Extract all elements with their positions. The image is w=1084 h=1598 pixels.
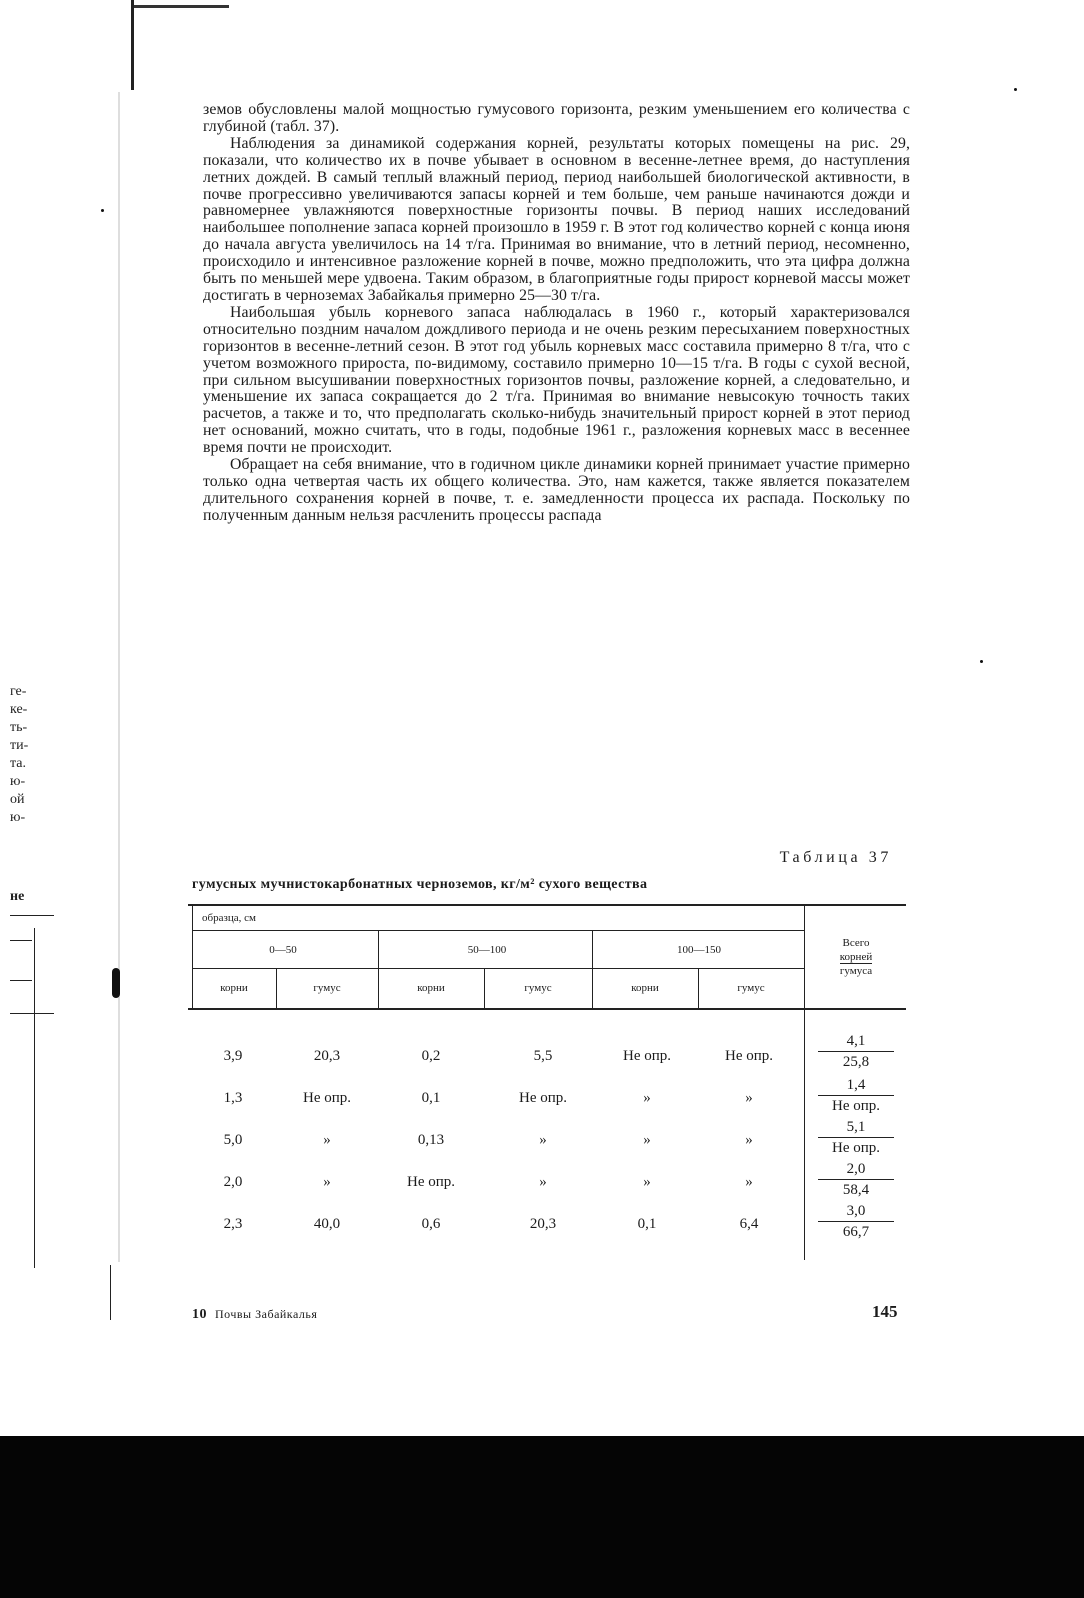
table-cell: 0,6	[421, 1216, 441, 1232]
signature-number: 10	[192, 1307, 207, 1322]
table-cell: 5,0	[223, 1132, 243, 1148]
total-humus: 25,8	[842, 1054, 870, 1070]
speck	[980, 660, 983, 663]
table-cell: »	[745, 1132, 753, 1148]
signature-mark	[192, 1307, 317, 1323]
col-header-humus: гумус	[737, 982, 765, 994]
binding-edge-tick	[134, 5, 229, 8]
total-header	[818, 936, 894, 978]
paragraph: земов обусловлены малой мощностью гумусового горизонта, резким уменьшением его количества с глубиной (табл. 37).	[203, 101, 910, 135]
table-cell: Не опр.	[518, 1090, 568, 1106]
gutter-shadow	[118, 92, 120, 1262]
table-cell: 40,0	[313, 1216, 341, 1232]
left-page-rule-3	[10, 980, 32, 981]
left-margin-fragment: ке-	[10, 702, 28, 717]
table-cell: »	[643, 1090, 651, 1106]
table-cell: »	[643, 1174, 651, 1190]
depth-range-header: 0—50	[269, 944, 297, 956]
total-humus: 58,4	[842, 1182, 870, 1198]
table-col-rule	[804, 1010, 805, 1260]
table-cell: 20,3	[313, 1048, 341, 1064]
total-roots: 4,1	[818, 1032, 894, 1052]
table-cell: Не опр.	[406, 1174, 456, 1190]
table-cell: 0,1	[421, 1090, 441, 1106]
table-cell: 0,1	[637, 1216, 657, 1232]
table-cell: 6,4	[739, 1216, 759, 1232]
total-fraction	[818, 1076, 894, 1115]
body-text	[203, 102, 910, 525]
paragraph: Наблюдения за динамикой содержания корней, результаты которых помещены на рис. 29, показали, что количество их в почве убывает в основном в весенне-летнее время, до наступления летних дождей. В самый теплый влажный период, период наибольшей биологической активности, в почве прогрессивно увеличиваются запасы корней и тем больше, чем раньше начинаются дожди и равномернее увлажняются поверхностные горизонты почвы. В период наших исследований наибольшее пополнение запаса корней произошло в 1959 г. В этот год количество корней с конца июня до начала августа увеличилось на 14 т/га. Принимая во внимание, что в летний период, несомненно, происходило и интенсивное разложение корней в почве, можно предположить, что эта цифра должна быть по меньшей мере удвоена. Таким образом, в благоприятные годы прирост корневой массы может достигать в черноземах Забайкалья примерно 25—30 т/га.	[203, 134, 910, 304]
table-col-rule	[592, 930, 593, 1008]
col-header-humus: гумус	[313, 982, 341, 994]
total-fraction	[818, 1032, 894, 1071]
left-margin-fragment: ти-	[10, 738, 29, 753]
left-margin-fragment: та.	[10, 756, 27, 771]
depth-range-header: 50—100	[467, 944, 507, 956]
speck	[1014, 88, 1017, 91]
col-header-roots: корни	[220, 982, 248, 994]
table-cell: 5,5	[533, 1048, 553, 1064]
table-col-rule	[378, 930, 379, 1008]
table-cell: 0,13	[417, 1132, 445, 1148]
table-caption: гумусных мучнистокарбонатных черноземов, кг/м² сухого вещества	[192, 877, 648, 892]
table-cell: »	[745, 1090, 753, 1106]
total-humus: Не опр.	[831, 1098, 881, 1114]
left-margin-fragment: ге-	[10, 684, 27, 699]
total-roots: 5,1	[818, 1118, 894, 1138]
table-rule	[192, 930, 804, 931]
table-cell: 2,3	[223, 1216, 243, 1232]
col-header-roots: корни	[417, 982, 445, 994]
table-label: Таблица 37	[779, 849, 892, 866]
table-cell: Не опр.	[724, 1048, 774, 1064]
total-header-line: Всего	[842, 937, 870, 949]
ink-blot	[112, 968, 120, 998]
total-roots: 2,0	[818, 1160, 894, 1180]
total-humus: 66,7	[842, 1224, 870, 1240]
total-roots: 3,0	[818, 1202, 894, 1222]
depth-range-header: 100—150	[677, 944, 721, 956]
left-page-rule-1	[10, 915, 54, 916]
table-cell: 2,0	[223, 1174, 243, 1190]
left-page-edge-line	[34, 928, 35, 1268]
left-margin-fragment: ю-	[10, 810, 26, 825]
table-cell: 3,9	[223, 1048, 243, 1064]
left-margin-fragment: ю-	[10, 774, 26, 789]
total-humus: Не опр.	[831, 1140, 881, 1156]
table-header-rule	[188, 1008, 906, 1010]
table-cell: »	[539, 1132, 547, 1148]
depth-header: образца, см	[202, 912, 256, 924]
left-margin-fragment: не	[10, 889, 25, 904]
total-fraction	[818, 1160, 894, 1199]
left-page-rule-4	[10, 1013, 54, 1014]
page-number: 145	[872, 1302, 898, 1321]
table-cell: »	[323, 1132, 331, 1148]
table-cell: 0,2	[421, 1048, 441, 1064]
table-cell: »	[643, 1132, 651, 1148]
total-header-roots: корней	[839, 951, 873, 963]
speck	[101, 209, 104, 212]
col-header-humus: гумус	[524, 982, 552, 994]
table-cell: 1,3	[223, 1090, 243, 1106]
signature-text: Почвы Забайкалья	[215, 1307, 318, 1321]
table-col-rule	[804, 904, 805, 1008]
scan-black-band	[0, 1436, 1084, 1598]
left-margin-fragment: ть-	[10, 720, 28, 735]
col-header-roots: корни	[631, 982, 659, 994]
total-fraction	[818, 1118, 894, 1157]
total-header-humus: гумуса	[839, 965, 873, 977]
paragraph: Наибольшая убыль корневого запаса наблюдалась в 1960 г., который характеризовался относительно поздним началом дождливого периода и не очень резким пересыханием поверхностных горизонтов в весенне-летний сезон. В этот год убыль корневых масс составила примерно 8 т/га, что с учетом возможного прироста, по-видимому, составило примерно 10—15 т/га. В годы с сухой весной, при сильном высушивании поверхностных горизонтов почвы, разложение корней, а следовательно, и уменьшение их запаса сокращается до 2 т/га. Принимая во внимание невысокую точность таких расчетов, а также и то, что предполагать сколько-нибудь значительный прирост корней в этот период нет оснований, можно считать, что в годы, подобные 1961 г., разложения корневых масс в весеннее время почти не происходит.	[203, 303, 910, 457]
table-cell: »	[323, 1174, 331, 1190]
table-cell: Не опр.	[622, 1048, 672, 1064]
binding-edge-line	[131, 0, 134, 90]
table-cell: »	[539, 1174, 547, 1190]
table-cell: »	[745, 1174, 753, 1190]
total-fraction	[818, 1202, 894, 1241]
left-margin-fragment: ой	[10, 792, 25, 807]
table-rule	[192, 968, 804, 969]
table-cell: Не опр.	[302, 1090, 352, 1106]
table-top-rule	[188, 904, 906, 906]
table-cell: 20,3	[529, 1216, 557, 1232]
paragraph: Обращает на себя внимание, что в годичном цикле динамики корней принимает участие примерно только одна четвертая часть их общего количества. Это, нам кажется, также является показателем длительного сохранения корней в почве, т. е. замедленности процесса их распада. Поскольку по полученным данным нельзя расчленить процессы распада	[203, 456, 910, 524]
total-roots: 1,4	[818, 1076, 894, 1096]
left-page-rule-2	[10, 940, 32, 941]
gutter-stroke	[110, 1265, 111, 1320]
data-table	[188, 904, 906, 1264]
